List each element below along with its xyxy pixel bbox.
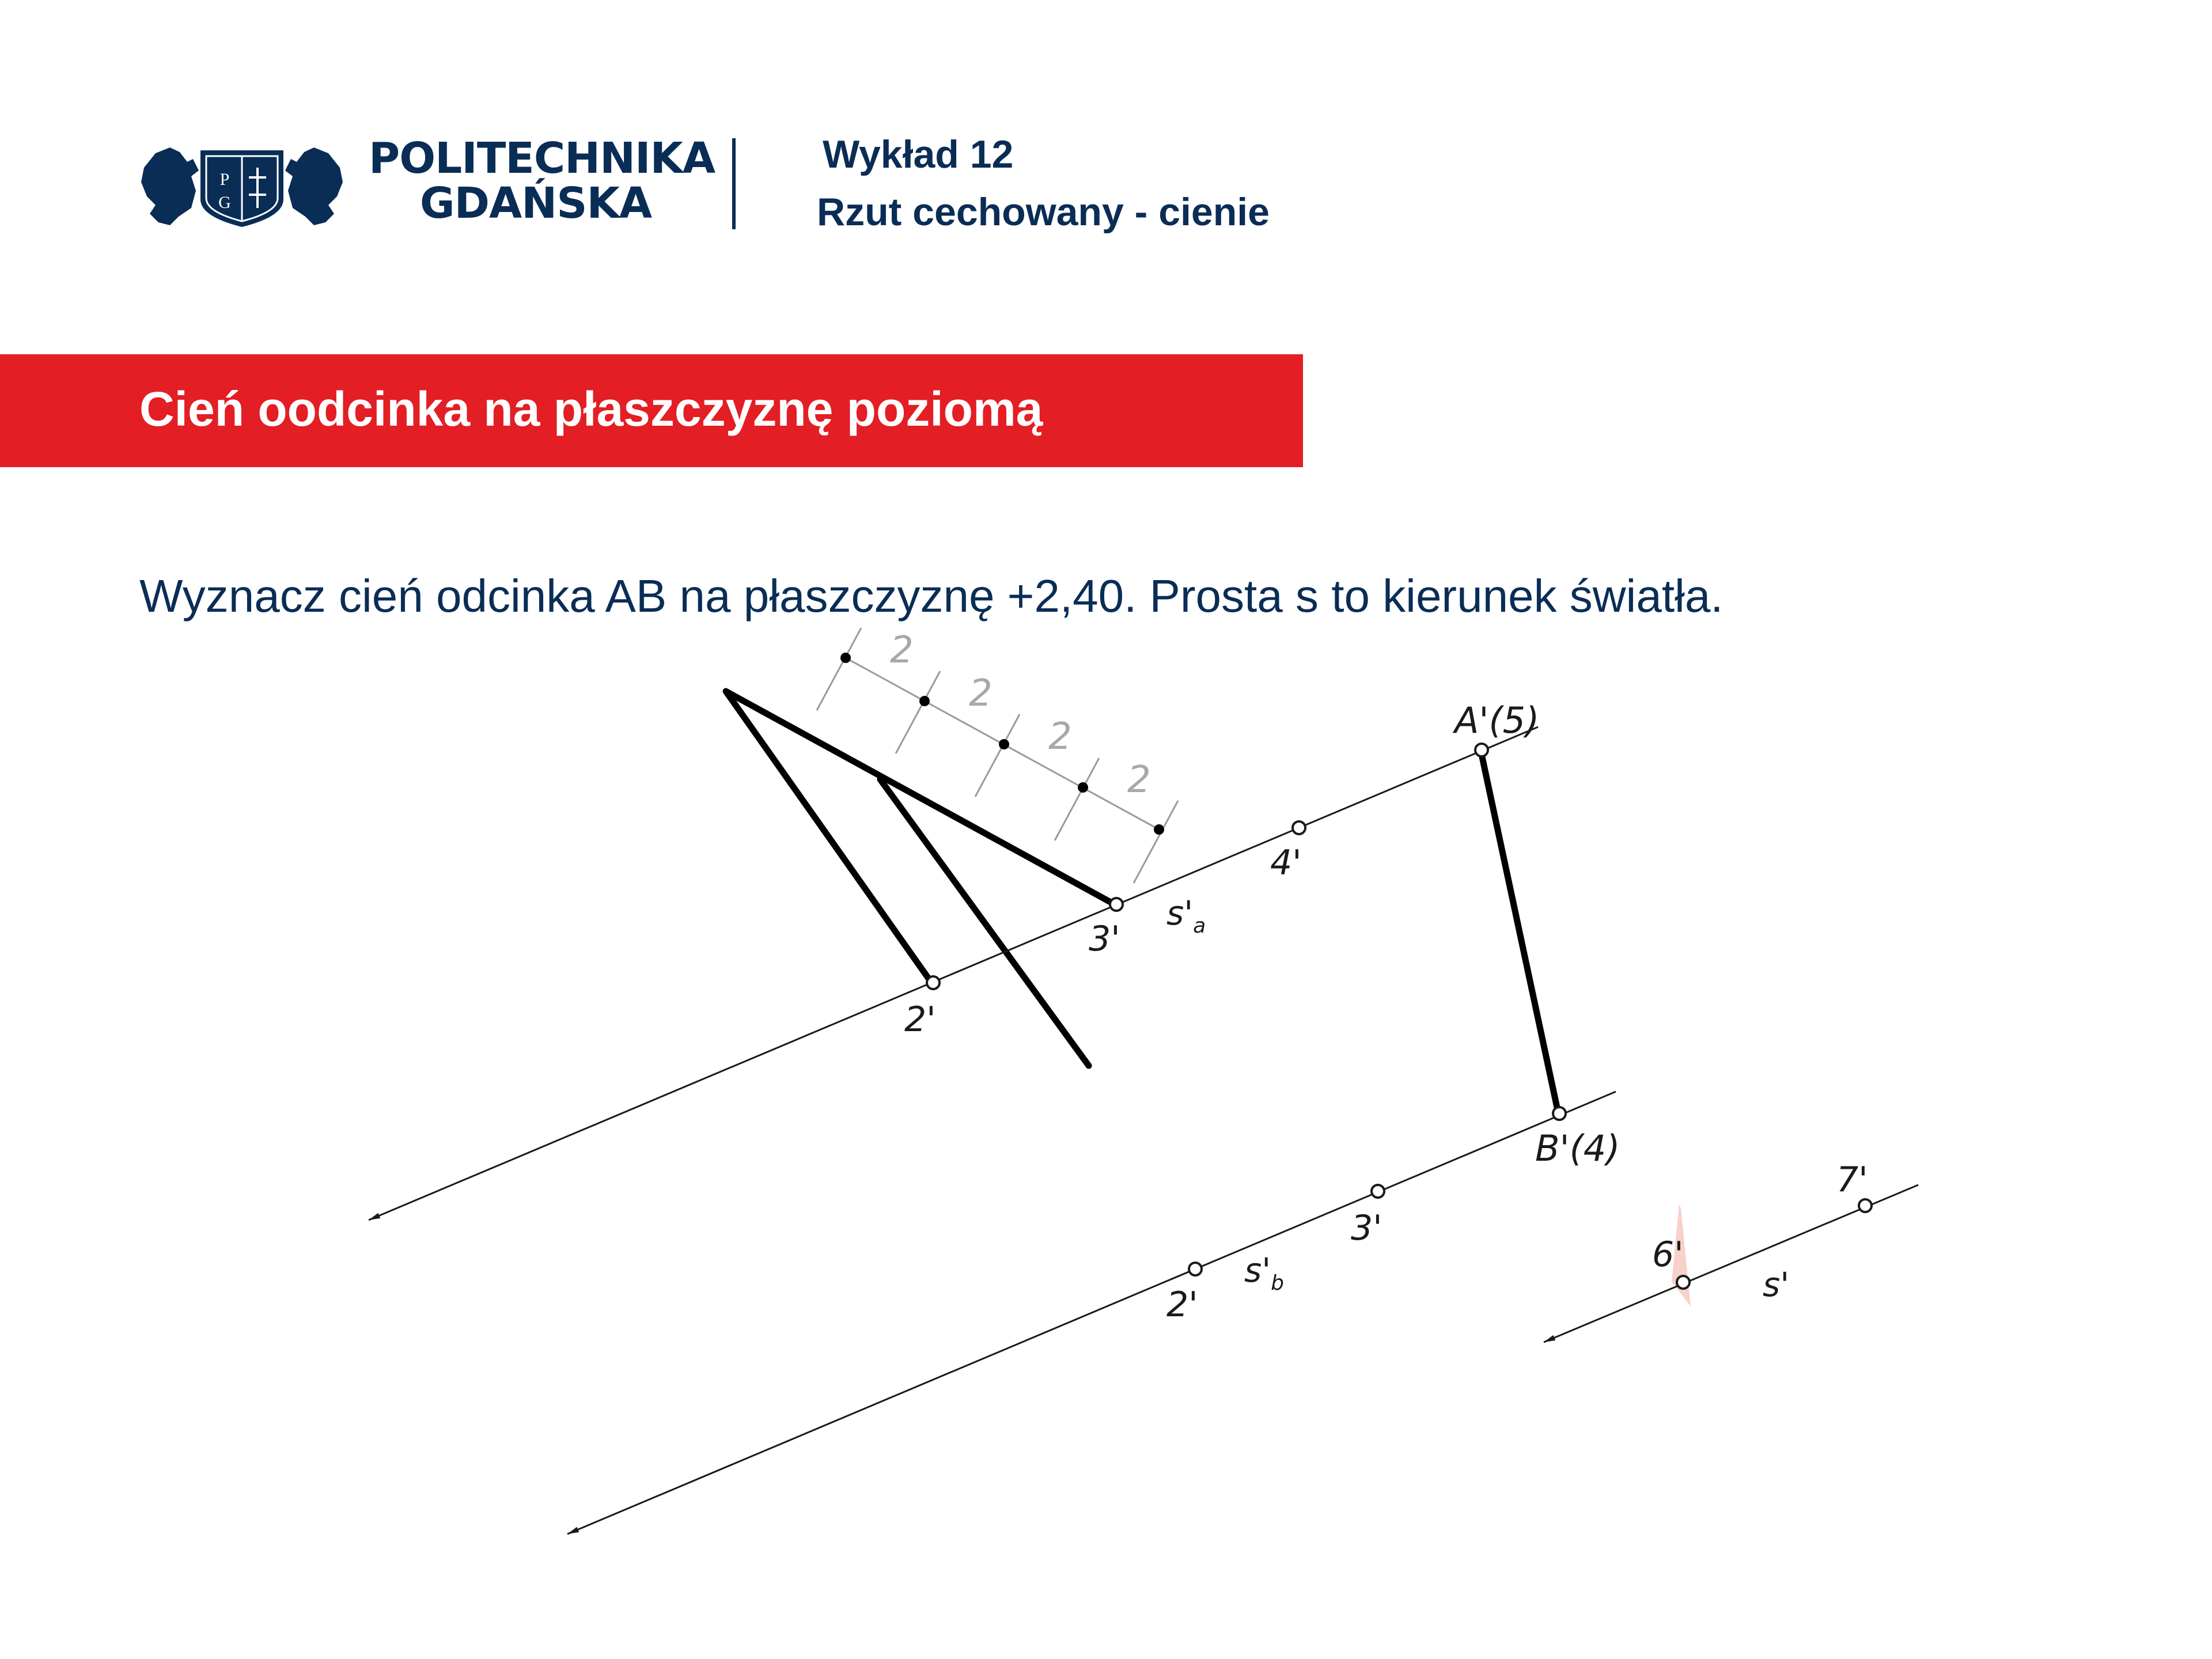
point-2-sa — [927, 976, 940, 989]
scale-label: 2 — [969, 672, 993, 715]
logo-monogram-g: G — [218, 193, 231, 212]
label-line-sa: $s'_a$ — [1166, 893, 1206, 938]
university-name-line2: GDAŃSKA — [419, 179, 652, 228]
point-7 — [1859, 1199, 1872, 1212]
graduated-scale — [817, 628, 1178, 883]
scale-tick — [1055, 758, 1099, 840]
label-light-s: s' — [1763, 1265, 1790, 1304]
label-point-a: A'(5) — [1455, 699, 1540, 741]
lecture-number: Wykład 12 — [823, 132, 1014, 176]
label-line-sb: $s'_b$ — [1244, 1251, 1285, 1295]
scale-dot — [1078, 782, 1088, 793]
scale-dot — [840, 653, 851, 663]
point-4-sa — [1293, 821, 1305, 834]
label-point-7: 7' — [1836, 1160, 1868, 1200]
logo-monogram-p: P — [219, 170, 230, 189]
label-4-sa: 4' — [1270, 843, 1302, 883]
task-instruction: Wyznacz cień odcinka AB na płaszczyznę +2,40. Prosta s to kierunek światła. — [139, 570, 1724, 622]
point-3-sb — [1372, 1185, 1384, 1198]
point-2-sb — [1189, 1263, 1202, 1275]
scale-label: 2 — [1048, 715, 1072, 758]
label-point-b: B'(4) — [1535, 1127, 1620, 1169]
point-b — [1553, 1107, 1566, 1120]
scale-label: 2 — [890, 629, 914, 672]
label-3-sb: 3' — [1351, 1208, 1382, 1248]
scale-tick — [975, 714, 1020, 797]
label-2-sa: 2' — [904, 999, 936, 1040]
scale-tick — [1134, 801, 1178, 883]
lecture-topic: Rzut cechowany - cienie — [817, 190, 1270, 234]
line-sb — [567, 1092, 1616, 1534]
scale-dots — [840, 653, 1164, 835]
point-6 — [1677, 1276, 1690, 1289]
label-2-sb: 2' — [1166, 1285, 1198, 1325]
label-3-sa: 3' — [1089, 919, 1120, 959]
scale-tick — [817, 628, 861, 710]
label-point-6: 6' — [1652, 1234, 1684, 1275]
university-name-line1: POLITECHNIKA — [369, 134, 715, 183]
scale-tick — [896, 671, 940, 753]
line-sa — [369, 727, 1538, 1220]
scale-label: 2 — [1127, 759, 1151, 801]
scale-dot — [999, 739, 1009, 749]
point-a — [1475, 744, 1488, 756]
scale-dot — [919, 696, 930, 706]
segment-ab — [1480, 749, 1558, 1113]
scale-dot — [1154, 824, 1164, 835]
section-title: Cień oodcinka na płaszczyznę poziomą — [139, 382, 1043, 436]
point-3-sa — [1110, 898, 1123, 911]
